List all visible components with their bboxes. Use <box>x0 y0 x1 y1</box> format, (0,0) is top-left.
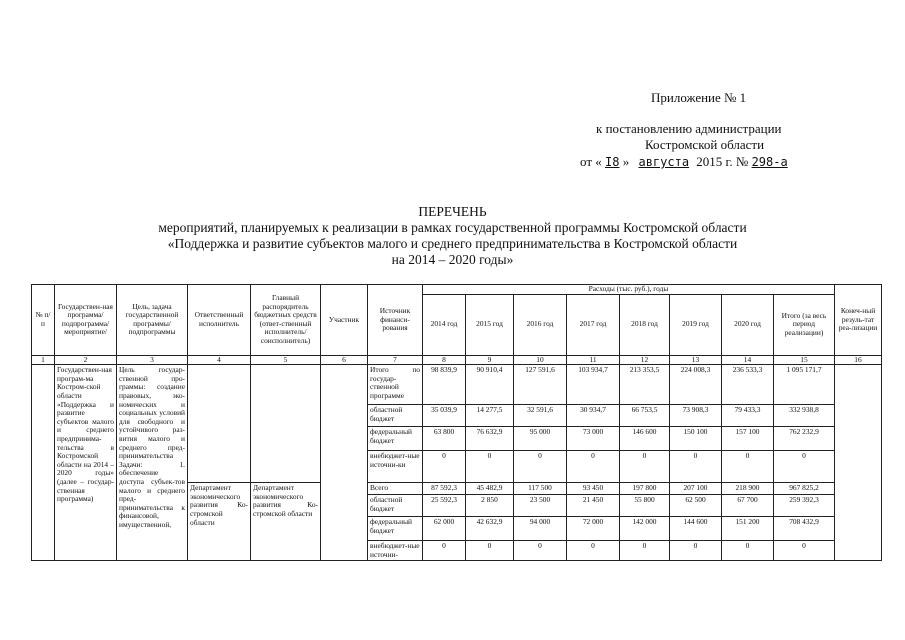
value-cell: 87 592,3 <box>423 483 466 495</box>
value-cell: 95 000 <box>514 427 567 451</box>
value-cell: 236 533,3 <box>722 365 774 405</box>
col-number: 4 <box>188 355 251 365</box>
date-prefix: от « <box>580 154 602 169</box>
value-cell: 55 800 <box>620 495 670 517</box>
header-no: № п/п <box>32 285 55 356</box>
col-number: 8 <box>423 355 466 365</box>
header-source: Источник финанси-рования <box>368 285 423 356</box>
row-number-cell <box>32 365 55 561</box>
measures-table <box>31 284 882 561</box>
source-cell: Итого по государ-ственной программе <box>368 365 423 405</box>
header-year-2017: 2017 год <box>567 294 620 355</box>
value-cell: 967 825,2 <box>774 483 835 495</box>
value-cell: 259 392,3 <box>774 495 835 517</box>
col-number: 2 <box>55 355 117 365</box>
value-cell: 25 592,3 <box>423 495 466 517</box>
date-mid: » <box>622 154 630 169</box>
title-line-1: мероприятий, планируемых к реализации в рамках государственной программы Костромской области <box>158 220 747 235</box>
value-cell: 0 <box>466 541 514 561</box>
header-result: Конеч-ный резуль-тат реа-лизации <box>835 285 882 356</box>
value-cell: 0 <box>722 451 774 483</box>
goal-text: Цель государ-ственной про-граммы: создание правовых, эко-номических и социальных условий для свободного и устойчивого раз-вития малого и среднего пред-принимательства <box>119 365 185 461</box>
col-number: 6 <box>321 355 368 365</box>
resolution-date-line <box>580 154 788 170</box>
resolution-number: 298-а <box>751 155 788 169</box>
value-cell: 45 482,9 <box>466 483 514 495</box>
source-cell: внебюджет-ные источни-ки <box>368 451 423 483</box>
col-number: 7 <box>368 355 423 365</box>
date-day: I8 <box>605 155 620 169</box>
value-cell: 117 500 <box>514 483 567 495</box>
col-number: 10 <box>514 355 567 365</box>
table-row <box>32 365 882 405</box>
header-year-2020: 2020 год <box>722 294 774 355</box>
value-cell: 213 353,5 <box>620 365 670 405</box>
value-cell: 127 591,6 <box>514 365 567 405</box>
value-cell: 30 934,7 <box>567 405 620 427</box>
header-year-2016: 2016 год <box>514 294 567 355</box>
header-program: Государствен-ная программа/ подпрограмма/ мероприятие/ <box>55 285 117 356</box>
appendix-label: Приложение № 1 <box>651 90 747 105</box>
col-number: 3 <box>117 355 188 365</box>
value-cell: 0 <box>620 541 670 561</box>
date-month: августа <box>638 155 690 169</box>
task-text: Задачи: 1. обеспечение доступа субъек-тов малого и среднего пред-принимательства к финансовой, имущественной, <box>119 459 185 529</box>
value-cell: 23 500 <box>514 495 567 517</box>
document-title: ПЕРЕЧЕНЬ <box>418 204 487 219</box>
col-number: 15 <box>774 355 835 365</box>
col-number: 1 <box>32 355 55 365</box>
column-number-row <box>32 355 882 365</box>
value-cell: 73 908,3 <box>670 405 722 427</box>
col-number: 9 <box>466 355 514 365</box>
value-cell: 150 100 <box>670 427 722 451</box>
value-cell: 146 600 <box>620 427 670 451</box>
value-cell: 0 <box>670 541 722 561</box>
source-cell: областной бюджет <box>368 405 423 427</box>
value-cell: 72 000 <box>567 517 620 541</box>
value-cell: 142 000 <box>620 517 670 541</box>
program-cell: Государствен-ная програм-ма Костром-ской области «Поддержка и развитие субъектов малого и среднего предпринима-тельства в Костромской области на 2014 – 2020 годы» (далее – государ-ственная программа) <box>55 365 117 561</box>
col-number: 5 <box>251 355 321 365</box>
value-cell: 144 600 <box>670 517 722 541</box>
participant-cell <box>321 365 368 561</box>
value-cell: 79 433,3 <box>722 405 774 427</box>
value-cell: 32 591,6 <box>514 405 567 427</box>
source-cell: федеральный бюджет <box>368 517 423 541</box>
value-cell: 2 850 <box>466 495 514 517</box>
header-year-2018: 2018 год <box>620 294 670 355</box>
manager-cell: Департамент экономического развития Ко-стромской области <box>251 483 321 561</box>
value-cell: 224 008,3 <box>670 365 722 405</box>
value-cell: 0 <box>722 541 774 561</box>
value-cell: 0 <box>423 541 466 561</box>
value-cell: 14 277,5 <box>466 405 514 427</box>
value-cell: 197 800 <box>620 483 670 495</box>
value-cell: 0 <box>670 451 722 483</box>
col-number: 14 <box>722 355 774 365</box>
value-cell: 0 <box>774 541 835 561</box>
header-participant: Участник <box>321 285 368 356</box>
title-line-3: на 2014 – 2020 годы» <box>391 252 514 267</box>
value-cell: 62 500 <box>670 495 722 517</box>
manager-cell-empty <box>251 365 321 483</box>
value-cell: 207 100 <box>670 483 722 495</box>
col-number: 13 <box>670 355 722 365</box>
resolution-line-2: Костромской области <box>645 137 765 152</box>
value-cell: 62 000 <box>423 517 466 541</box>
value-cell: 42 632,9 <box>466 517 514 541</box>
value-cell: 76 632,9 <box>466 427 514 451</box>
source-cell: Всего <box>368 483 423 495</box>
header-goal: Цель, задача государственной программы/ подпрограммы <box>117 285 188 356</box>
value-cell: 157 100 <box>722 427 774 451</box>
header-row-1 <box>32 285 882 295</box>
value-cell: 35 039,9 <box>423 405 466 427</box>
value-cell: 0 <box>567 451 620 483</box>
value-cell: 90 910,4 <box>466 365 514 405</box>
value-cell: 66 753,5 <box>620 405 670 427</box>
value-cell: 0 <box>514 451 567 483</box>
value-cell: 0 <box>466 451 514 483</box>
value-cell: 67 700 <box>722 495 774 517</box>
value-cell: 0 <box>514 541 567 561</box>
executor-cell-empty <box>188 365 251 483</box>
value-cell: 0 <box>774 451 835 483</box>
value-cell: 0 <box>620 451 670 483</box>
value-cell: 762 232,9 <box>774 427 835 451</box>
col-number: 11 <box>567 355 620 365</box>
header-expenses: Расходы (тыс. руб.), годы <box>423 285 835 295</box>
executor-cell: Департамент экономического развития Ко-стромской области <box>188 483 251 561</box>
value-cell: 332 938,8 <box>774 405 835 427</box>
title-line-2: «Поддержка и развитие субъектов малого и среднего предпринимательства в Костромской области <box>167 236 738 251</box>
value-cell: 93 450 <box>567 483 620 495</box>
result-cell <box>835 365 882 561</box>
value-cell: 21 450 <box>567 495 620 517</box>
value-cell: 1 095 171,7 <box>774 365 835 405</box>
header-manager: Главный распорядитель бюджетных средств (ответ-ственный исполнитель/ соисполнитель) <box>251 285 321 356</box>
header-year-2015: 2015 год <box>466 294 514 355</box>
col-number: 16 <box>835 355 882 365</box>
value-cell: 94 000 <box>514 517 567 541</box>
value-cell: 0 <box>423 451 466 483</box>
source-cell: областной бюджет <box>368 495 423 517</box>
goal-cell <box>117 365 188 561</box>
value-cell: 98 839,9 <box>423 365 466 405</box>
value-cell: 0 <box>567 541 620 561</box>
date-year-no: 2015 г. № <box>696 154 749 169</box>
header-year-2019: 2019 год <box>670 294 722 355</box>
header-year-2014: 2014 год <box>423 294 466 355</box>
value-cell: 73 000 <box>567 427 620 451</box>
resolution-line-1: к постановлению администрации <box>596 121 782 136</box>
value-cell: 218 900 <box>722 483 774 495</box>
source-cell: федеральный бюджет <box>368 427 423 451</box>
value-cell: 708 432,9 <box>774 517 835 541</box>
value-cell: 63 800 <box>423 427 466 451</box>
col-number: 12 <box>620 355 670 365</box>
value-cell: 151 200 <box>722 517 774 541</box>
header-executor: Ответственный исполнитель <box>188 285 251 356</box>
header-total: Итого (за весь период реализации) <box>774 294 835 355</box>
value-cell: 103 934,7 <box>567 365 620 405</box>
source-cell: внебюджет-ные источни- <box>368 541 423 561</box>
